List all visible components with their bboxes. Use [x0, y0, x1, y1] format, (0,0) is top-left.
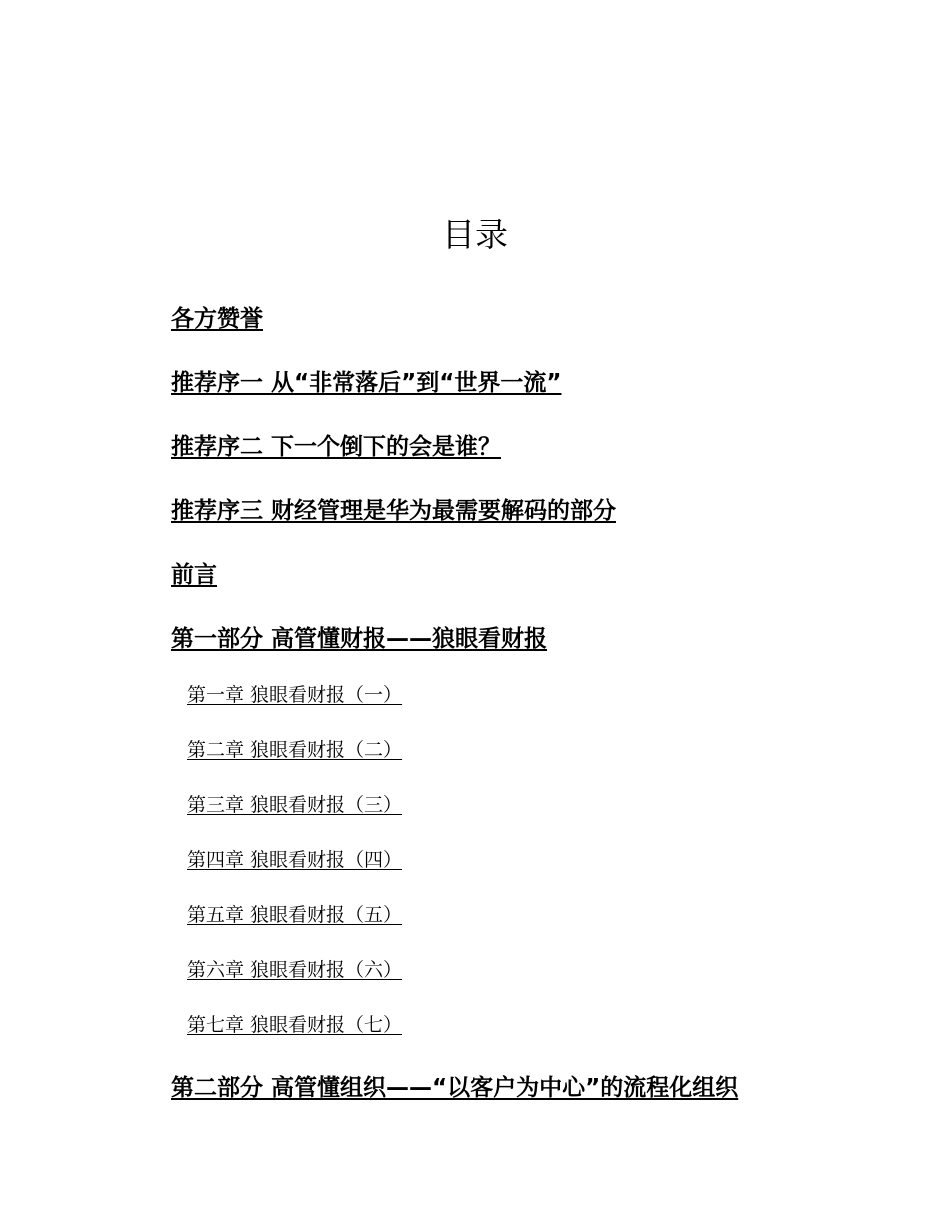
toc-entry-foreword-3[interactable]: 推荐序三 财经管理是华为最需要解码的部分 — [171, 498, 617, 524]
toc-entry-chapter-5[interactable]: 第五章 狼眼看财报（五） — [187, 904, 403, 926]
toc-entry-chapter-7[interactable]: 第七章 狼眼看财报（七） — [187, 1014, 403, 1036]
toc-entry-praise[interactable]: 各方赞誉 — [171, 306, 263, 332]
page-title: 目录 — [442, 215, 508, 255]
toc-entry-part-1[interactable]: 第一部分 高管懂财报——狼眼看财报 — [171, 626, 548, 652]
toc-entry-foreword-2[interactable]: 推荐序二 下一个倒下的会是谁？ — [171, 434, 502, 460]
toc-entry-foreword-1[interactable]: 推荐序一 从“非常落后”到“世界一流” — [171, 370, 562, 396]
toc-entry-chapter-6[interactable]: 第六章 狼眼看财报（六） — [187, 959, 403, 981]
toc-entry-chapter-2[interactable]: 第二章 狼眼看财报（二） — [187, 739, 403, 761]
toc-entry-chapter-3[interactable]: 第三章 狼眼看财报（三） — [187, 794, 403, 816]
toc-entry-preface[interactable]: 前言 — [171, 562, 217, 588]
toc-entry-chapter-1[interactable]: 第一章 狼眼看财报（一） — [187, 684, 403, 706]
toc-entry-chapter-4[interactable]: 第四章 狼眼看财报（四） — [187, 849, 403, 871]
toc-entry-part-2[interactable]: 第二部分 高管懂组织——“以客户为中心”的流程化组织 — [171, 1075, 739, 1101]
